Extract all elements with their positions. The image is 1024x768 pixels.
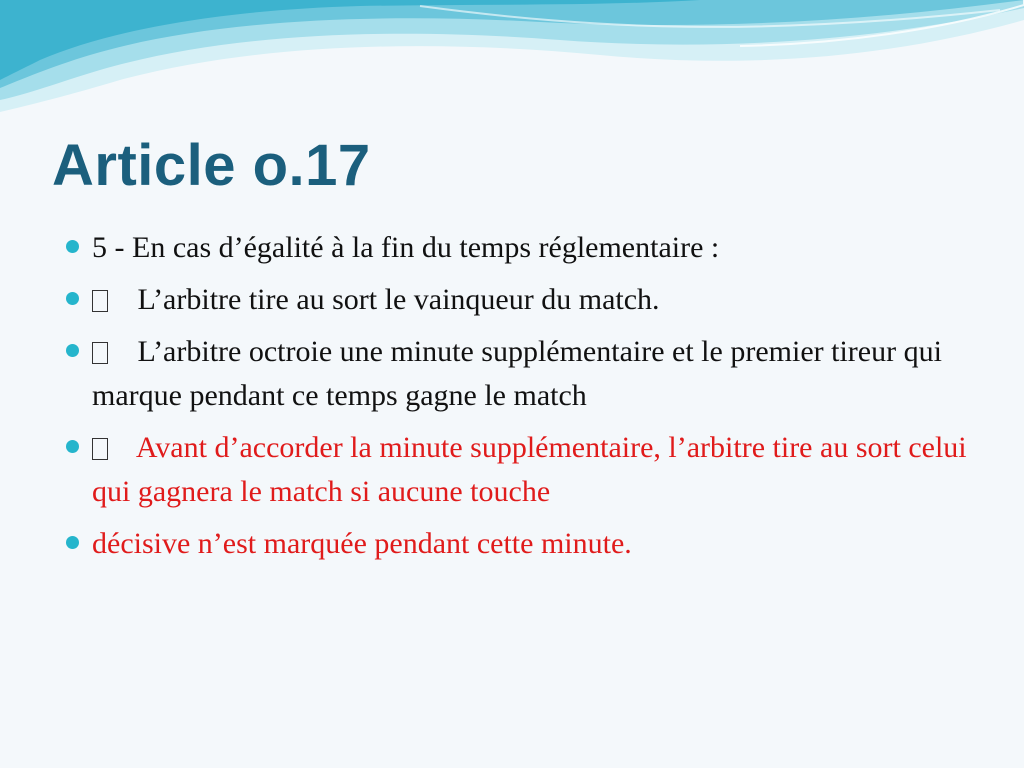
bullet-text: 5 - En cas d’égalité à la fin du temps réglementaire : — [92, 231, 720, 264]
bullet-text: Avant d’accorder la minute supplémentaire, l’arbitre tire au sort celui qui gagnera le match si aucune touche — [92, 431, 967, 508]
list-item — [62, 226, 982, 270]
header-wave-decoration — [0, 0, 1024, 120]
bullet-text: L’arbitre tire au sort le vainqueur du match. — [137, 283, 660, 316]
bullet-icon — [66, 292, 79, 305]
bullet-text: décisive n’est marquée pendant cette minute. — [92, 527, 632, 560]
bullet-icon — [66, 536, 79, 549]
list-item — [62, 522, 982, 566]
bullet-icon — [66, 240, 79, 253]
bullet-text: L’arbitre octroie une minute supplémentaire et le premier tireur qui marque pendant ce temps gagne le match — [92, 335, 942, 412]
list-item — [62, 278, 982, 322]
slide-title: Article o.17 — [52, 133, 371, 198]
bullet-list — [62, 226, 982, 574]
bullet-icon — [66, 344, 79, 357]
list-item — [62, 330, 982, 418]
missing-glyph-icon — [92, 342, 108, 364]
missing-glyph-icon — [92, 438, 108, 460]
list-item — [62, 426, 982, 514]
missing-glyph-icon — [92, 290, 108, 312]
bullet-icon — [66, 440, 79, 453]
